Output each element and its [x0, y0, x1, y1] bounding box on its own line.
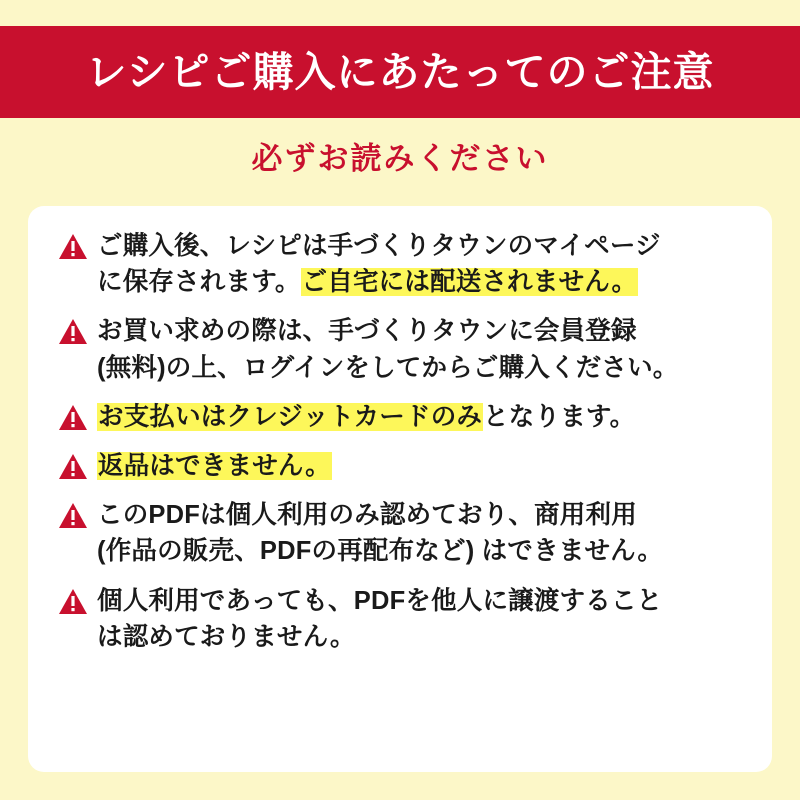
notice-text-segment: ご購入後、レシピは手づくりタウンのマイページ: [97, 232, 661, 260]
warning-icon: [58, 587, 88, 617]
notice-item: [58, 497, 742, 569]
notice-text: [97, 399, 635, 435]
page-title: レシピご購入にあたってのご注意: [85, 48, 715, 95]
notice-text-segment: となります。: [483, 402, 636, 431]
notice-card: [28, 206, 772, 772]
notice-text-segment: に保存されます。: [97, 268, 301, 297]
header-band: [0, 26, 800, 118]
notice-list: [58, 228, 742, 655]
notice-text-segment: は認めておりません。: [97, 622, 356, 651]
notice-text-segment: 個人利用であっても、PDFを他人に譲渡すること: [97, 586, 663, 615]
notice-text: [97, 448, 332, 484]
warning-icon: [58, 317, 88, 347]
subtitle: 必ずお読みください: [251, 141, 549, 176]
notice-text: [97, 583, 662, 655]
notice-text-segment: (作品の販売、PDFの再配布など) はできません。: [97, 537, 664, 566]
notice-item: [58, 228, 742, 300]
notice-text-highlight: お支払いはクレジットカードのみ: [98, 402, 483, 431]
notice-text-segment: このPDFは個人利用のみ認めており、商用利用: [97, 501, 637, 530]
warning-icon: [58, 403, 88, 433]
warning-icon: [58, 232, 88, 262]
notice-item: [58, 313, 742, 385]
notice-text-highlight: ご自宅には配送されません。: [301, 268, 638, 297]
warning-icon: [58, 501, 88, 531]
notice-text: [97, 228, 661, 300]
notice-text: [97, 313, 679, 385]
notice-text: [97, 497, 663, 569]
notice-text-segment: (無料)の上、ログインをしてからご購入ください。: [97, 353, 679, 382]
notice-item: [58, 448, 742, 484]
notice-item: [58, 399, 742, 435]
notice-text-highlight: 返品はできません。: [98, 452, 331, 481]
notice-text-segment: お買い求めの際は、手づくりタウンに会員登録: [97, 317, 637, 346]
warning-icon: [58, 452, 88, 482]
notice-item: [58, 583, 742, 655]
